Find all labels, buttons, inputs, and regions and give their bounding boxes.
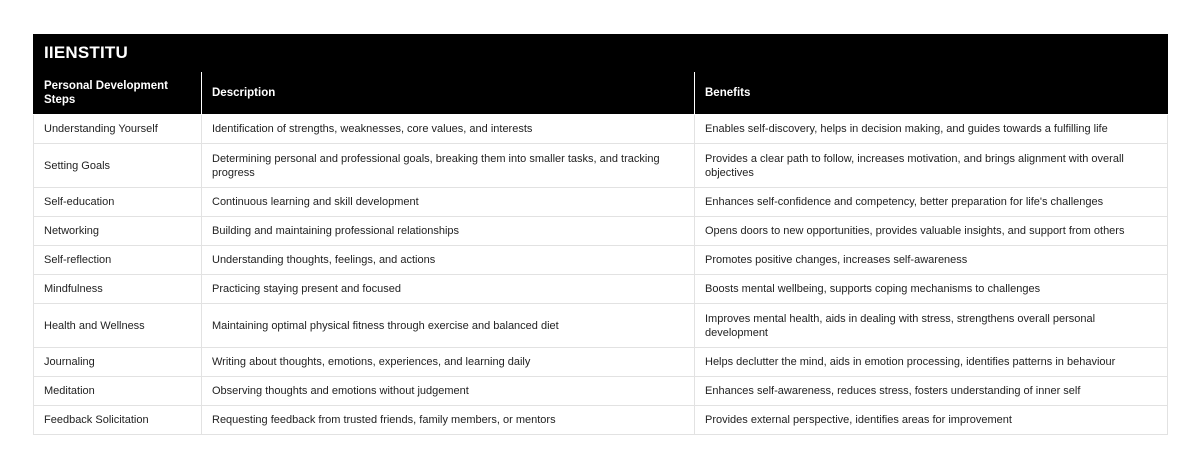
cell-step: Understanding Yourself <box>34 115 202 144</box>
cell-description: Determining personal and professional goals, breaking them into smaller tasks, and tracking progress <box>202 144 695 188</box>
cell-description: Writing about thoughts, emotions, experiences, and learning daily <box>202 348 695 377</box>
cell-step: Self-education <box>34 188 202 217</box>
personal-development-table <box>33 34 1168 435</box>
cell-step: Networking <box>34 217 202 246</box>
brand-title: IIENSTITU <box>34 35 1168 72</box>
cell-description: Practicing staying present and focused <box>202 275 695 304</box>
cell-description: Identification of strengths, weaknesses, core values, and interests <box>202 115 695 144</box>
column-header-step: Personal Development Steps <box>34 72 202 115</box>
cell-description: Understanding thoughts, feelings, and actions <box>202 246 695 275</box>
table-row <box>34 246 1168 275</box>
cell-benefits: Enhances self-confidence and competency, better preparation for life's challenges <box>695 188 1168 217</box>
cell-description: Building and maintaining professional relationships <box>202 217 695 246</box>
table-row <box>34 217 1168 246</box>
table-row <box>34 188 1168 217</box>
cell-description: Continuous learning and skill development <box>202 188 695 217</box>
column-header-description: Description <box>202 72 695 115</box>
table-row <box>34 115 1168 144</box>
cell-step: Self-reflection <box>34 246 202 275</box>
table-row <box>34 406 1168 435</box>
cell-benefits: Promotes positive changes, increases self-awareness <box>695 246 1168 275</box>
cell-description: Requesting feedback from trusted friends, family members, or mentors <box>202 406 695 435</box>
cell-step: Meditation <box>34 377 202 406</box>
cell-benefits: Improves mental health, aids in dealing with stress, strengthens overall personal development <box>695 304 1168 348</box>
cell-description: Observing thoughts and emotions without judgement <box>202 377 695 406</box>
cell-step: Journaling <box>34 348 202 377</box>
cell-step: Setting Goals <box>34 144 202 188</box>
table-container <box>33 34 1167 435</box>
column-header-benefits: Benefits <box>695 72 1168 115</box>
cell-step: Mindfulness <box>34 275 202 304</box>
cell-benefits: Provides external perspective, identifies areas for improvement <box>695 406 1168 435</box>
table-row <box>34 275 1168 304</box>
cell-description: Maintaining optimal physical fitness through exercise and balanced diet <box>202 304 695 348</box>
cell-benefits: Boosts mental wellbeing, supports coping mechanisms to challenges <box>695 275 1168 304</box>
table-row <box>34 144 1168 188</box>
cell-step: Feedback Solicitation <box>34 406 202 435</box>
table-row <box>34 377 1168 406</box>
brand-row <box>34 35 1168 72</box>
cell-benefits: Helps declutter the mind, aids in emotion processing, identifies patterns in behaviour <box>695 348 1168 377</box>
cell-benefits: Enhances self-awareness, reduces stress, fosters understanding of inner self <box>695 377 1168 406</box>
cell-benefits: Opens doors to new opportunities, provides valuable insights, and support from others <box>695 217 1168 246</box>
header-row <box>34 72 1168 115</box>
table-row <box>34 348 1168 377</box>
cell-benefits: Provides a clear path to follow, increases motivation, and brings alignment with overall objectives <box>695 144 1168 188</box>
table-row <box>34 304 1168 348</box>
cell-step: Health and Wellness <box>34 304 202 348</box>
cell-benefits: Enables self-discovery, helps in decision making, and guides towards a fulfilling life <box>695 115 1168 144</box>
